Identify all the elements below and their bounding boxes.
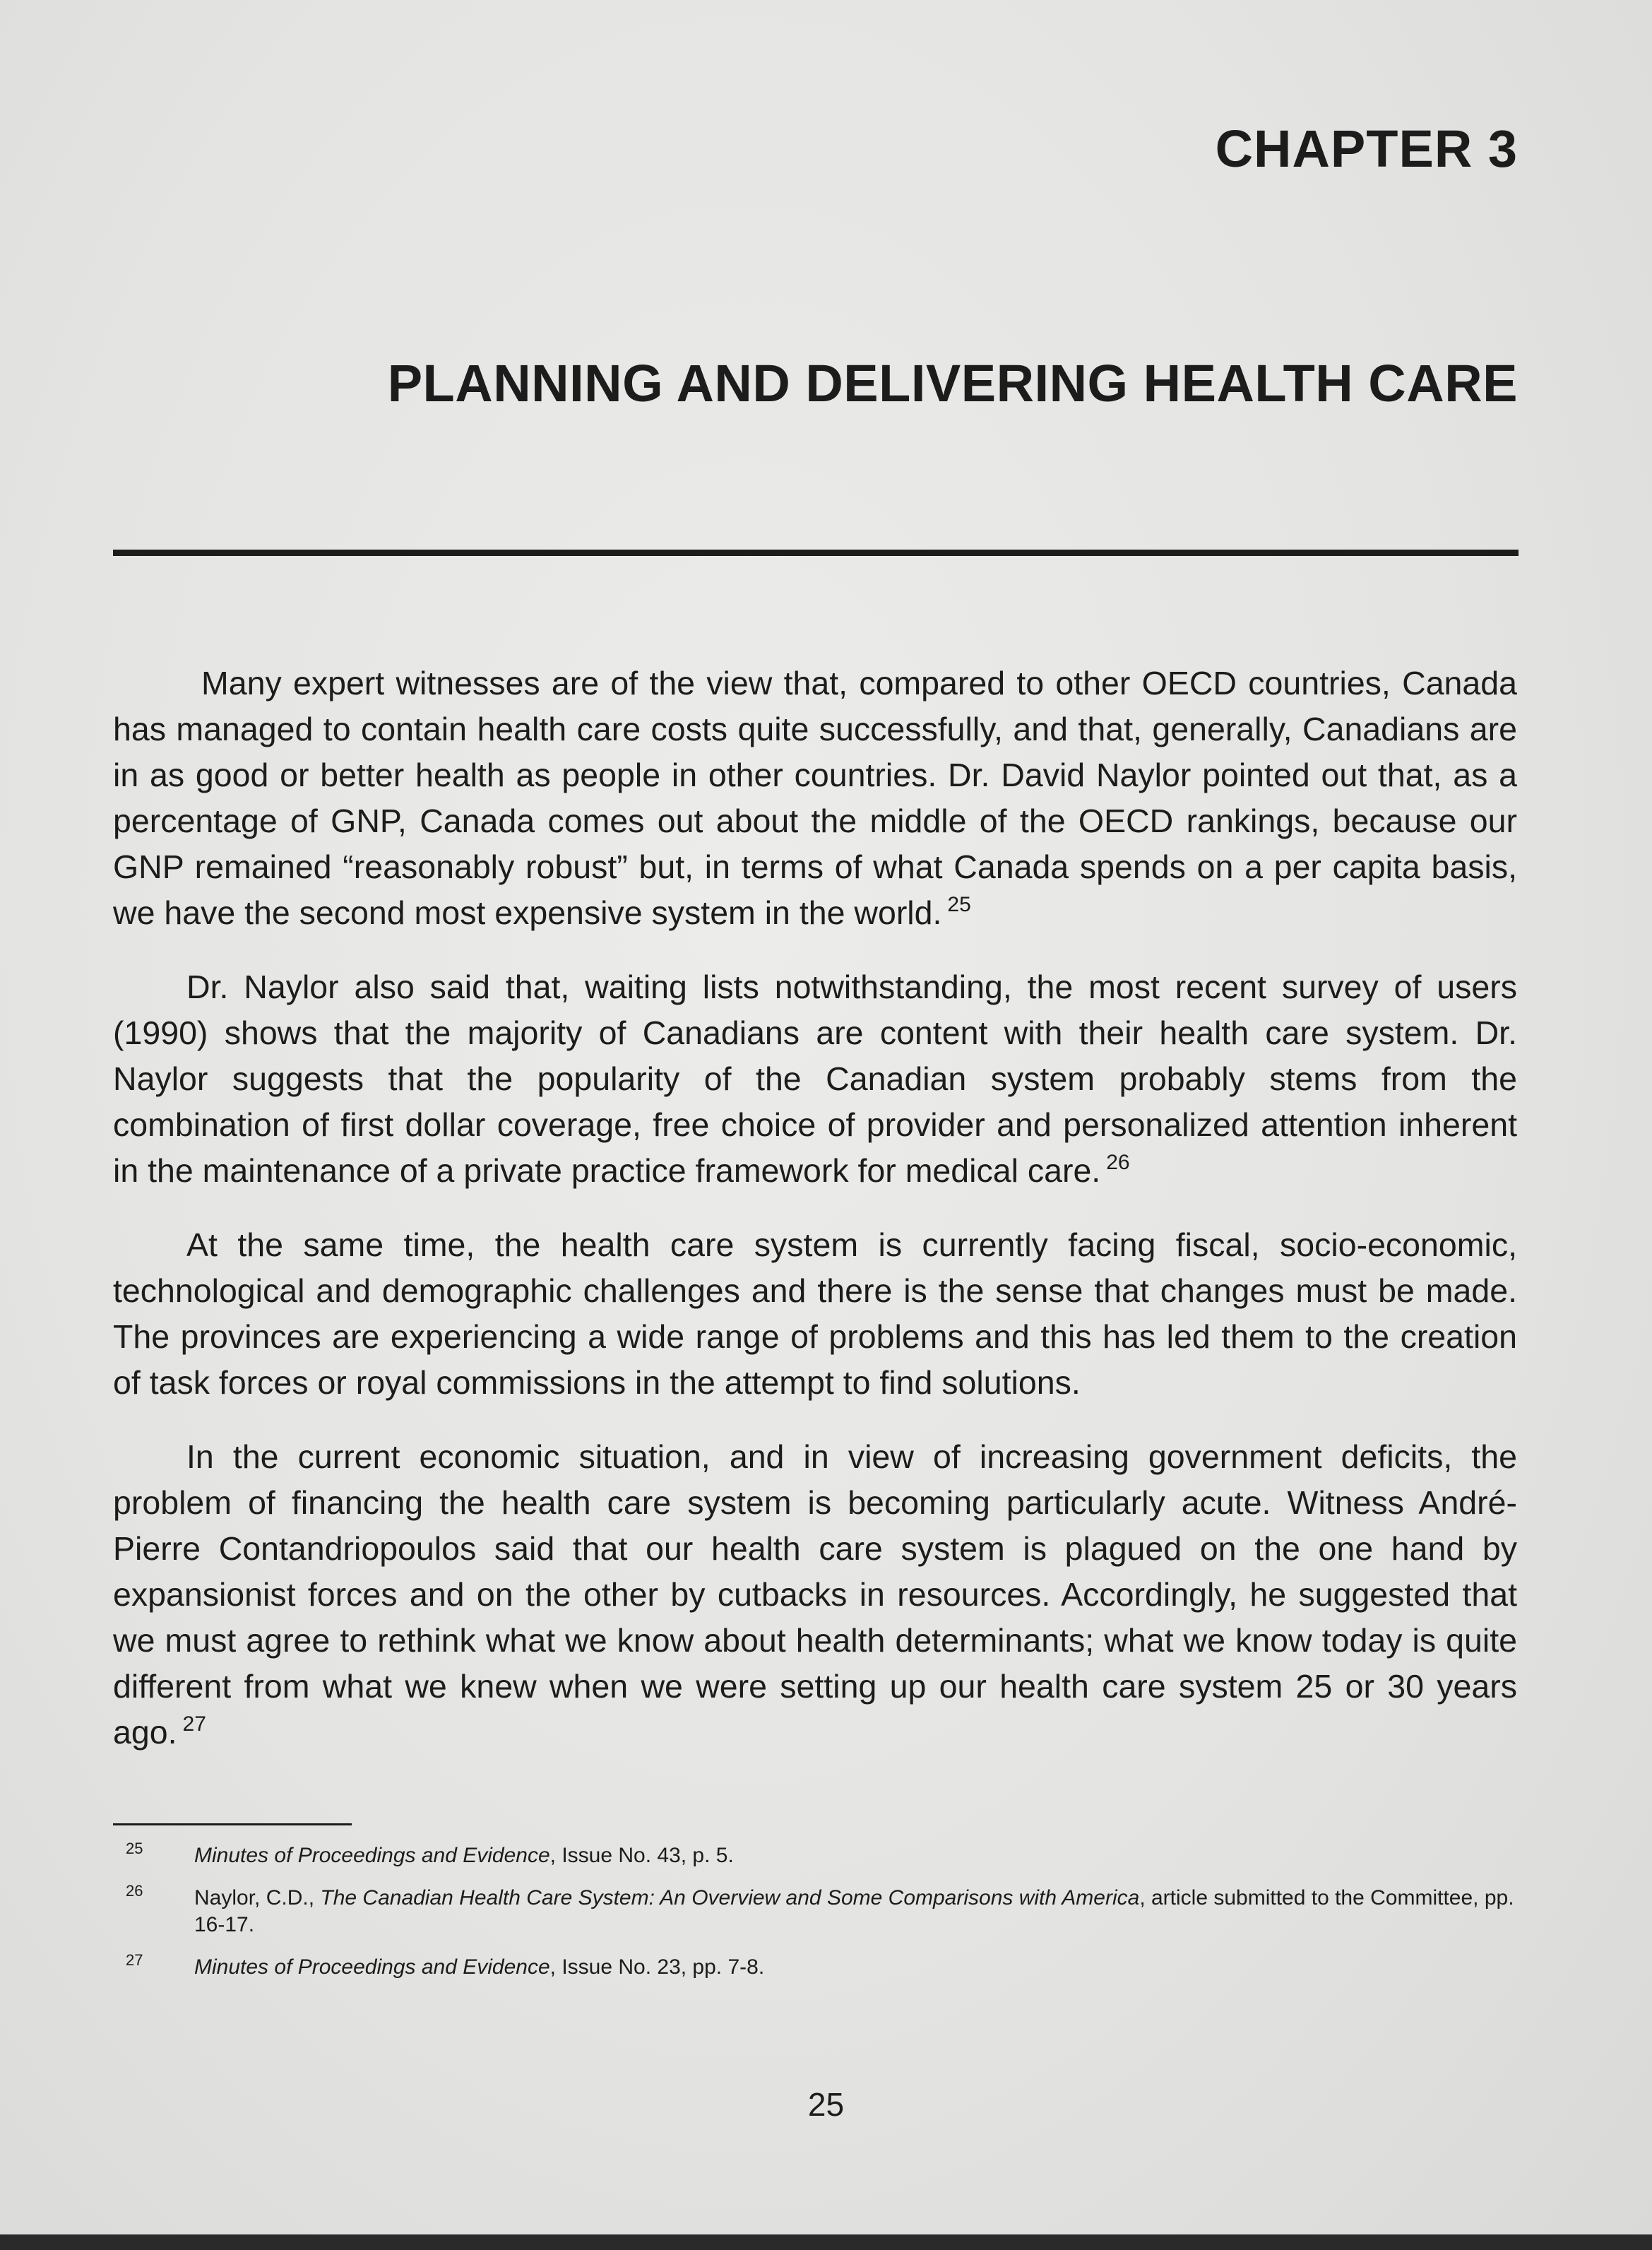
paragraph-3 (113, 1222, 1517, 1406)
footnotes (113, 1842, 1519, 1996)
paragraph-text: Dr. Naylor also said that, waiting lists notwithstanding, the most recent survey of users (1990) shows that the majority of Canadians are content with their health care system. Dr. Naylor suggests that the popularity of the Canadian system probably stems from the combination of first dollar coverage, free choice of provider and personalized attention inherent in the maintenance of a private practice framework for medical care. (113, 969, 1517, 1189)
footnote-italic: Minutes of Proceedings and Evidence (194, 1955, 550, 1979)
footnote-italic: Minutes of Proceedings and Evidence (194, 1844, 550, 1867)
footnote-text: , article submitted to the Committee, pp. 16-17. (194, 1886, 1514, 1936)
scan-edge (0, 2234, 1652, 2250)
footnote-prefix: Naylor, C.D., (194, 1886, 321, 1909)
paragraph-1 (113, 661, 1517, 936)
footnote-number: 27 (126, 1951, 143, 1969)
paragraph-text: Many expert witnesses are of the view that, compared to other OECD countries, Canada has managed to contain health care costs quite successfully, and that, generally, Canadians are in as good or better health as people in other countries. Dr. David Naylor pointed out that, as a percentage of GNP, Canada comes out about the middle of the OECD rankings, because our GNP remained “reasonably robust” but, in terms of what Canada spends on a per capita basis, we have the second most expensive system in the world. (113, 665, 1517, 931)
footnote-ref: 26 (1106, 1151, 1130, 1174)
paragraph-text: In the current economic situation, and in view of increasing government deficits, the problem of financing the health care system is becoming particularly acute. Witness André-Pierre Contandriopoulos said that our health care system is plagued on the one hand by expansionist forces and on the other by cutbacks in resources. Accordingly, he suggested that we must agree to rethink what we know about health determinants; what we know today is quite different from what we knew when we were setting up our health care system 25 or 30 years ago. (113, 1438, 1517, 1751)
footnote-27 (113, 1951, 1519, 1981)
chapter-title: PLANNING AND DELIVERING HEALTH CARE (387, 354, 1518, 413)
footnote-25 (113, 1842, 1519, 1869)
footnote-ref: 27 (182, 1712, 206, 1736)
footnote-number: 25 (126, 1840, 143, 1857)
body-text (113, 661, 1517, 1784)
footnote-divider (113, 1823, 352, 1825)
footnote-text: , Issue No. 43, p. 5. (549, 1844, 734, 1867)
footnote-italic: The Canadian Health Care System: An Overview and Some Comparisons with America (320, 1886, 1140, 1909)
footnote-ref: 25 (947, 893, 971, 916)
footnote-number: 26 (126, 1882, 143, 1900)
paragraph-2 (113, 964, 1517, 1194)
footnote-text: , Issue No. 23, pp. 7-8. (549, 1955, 765, 1979)
page-number: 25 (807, 2086, 845, 2123)
title-divider (113, 550, 1519, 556)
paragraph-text: At the same time, the health care system is currently facing fiscal, socio-economic, technological and demographic challenges and there is the sense that changes must be made. The provinces are experiencing a wide range of problems and this has led them to the creation of task forces or royal commissions in the attempt to find solutions. (113, 1226, 1517, 1401)
paragraph-4 (113, 1434, 1517, 1755)
footnote-26 (113, 1882, 1519, 1938)
chapter-label: CHAPTER 3 (1215, 119, 1518, 178)
